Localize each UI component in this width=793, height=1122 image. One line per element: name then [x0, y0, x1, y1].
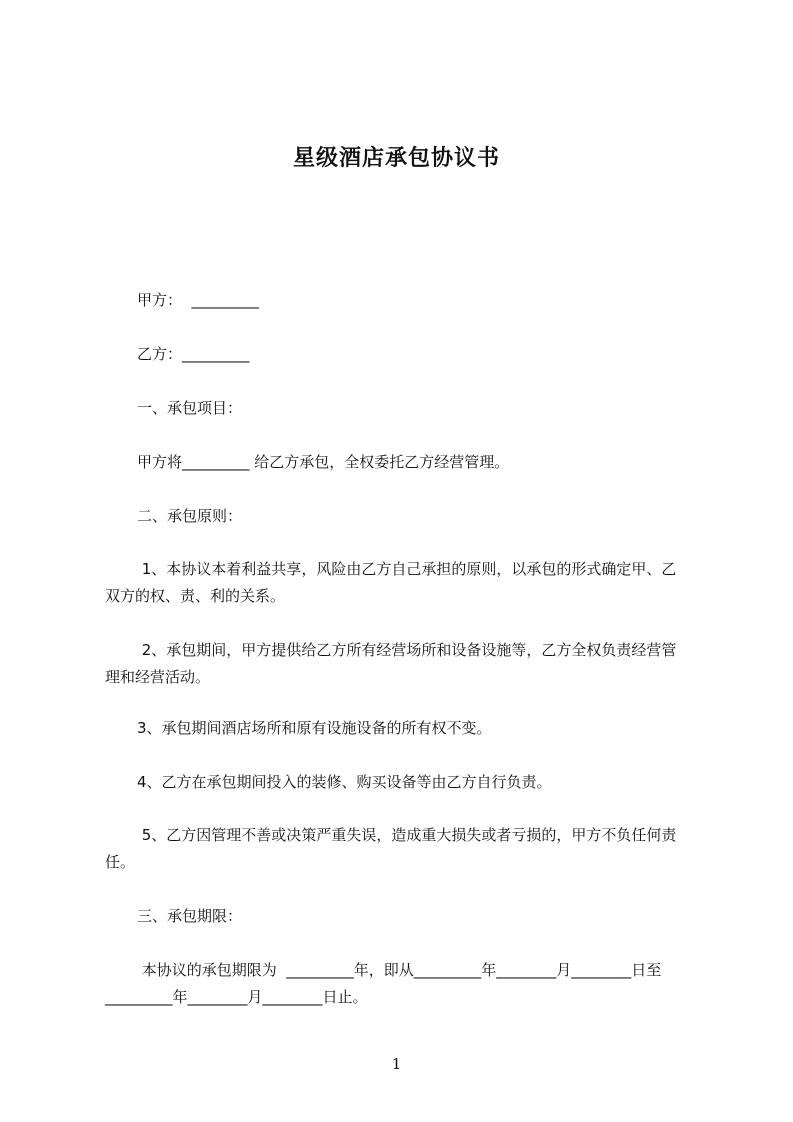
page-number: 1 — [391, 1055, 402, 1073]
section2-item1-line1: 1、本协议本着利益共享，风险由乙方自己承担的原则，以承包的形式确定甲、乙 — [137, 560, 677, 578]
section2-item2-line2: 理和经营活动。 — [105, 668, 211, 686]
section3-heading: 三、承包期限： — [137, 907, 243, 925]
section3-body-line2: _________年________月________日止。 — [105, 988, 368, 1006]
section2-item2-line1: 2、承包期间，甲方提供给乙方所有经营场所和设备设施等，乙方全权负责经营管 — [137, 641, 677, 659]
section2-item5-line1: 5、乙方因管理不善或决策严重失误，造成重大损失或者亏损的，甲方不负任何责 — [137, 826, 677, 844]
section2-item5-line2: 任。 — [105, 853, 136, 871]
document-title: 星级酒店承包协议书 — [292, 146, 500, 171]
section1-body: 甲方将_________ 给乙方承包，全权委托乙方经营管理。 — [137, 453, 510, 471]
party-b-line: 乙方：_________ — [137, 345, 250, 363]
section2-item4: 4、乙方在承包期间投入的装修、购买设备等由乙方自行负责。 — [137, 773, 552, 791]
section1-heading: 一、承包项目： — [137, 399, 243, 417]
section2-heading: 二、承包原则： — [137, 507, 243, 525]
section2-item1-line2: 双方的权、责、利的关系。 — [105, 587, 286, 605]
section3-body-line1: 本协议的承包期限为 _________年，即从_________年________月________日至 — [137, 961, 662, 979]
party-a-line: 甲方： _________ — [137, 291, 260, 309]
section2-item3: 3、承包期间酒店场所和原有设施设备的所有权不变。 — [137, 719, 492, 737]
